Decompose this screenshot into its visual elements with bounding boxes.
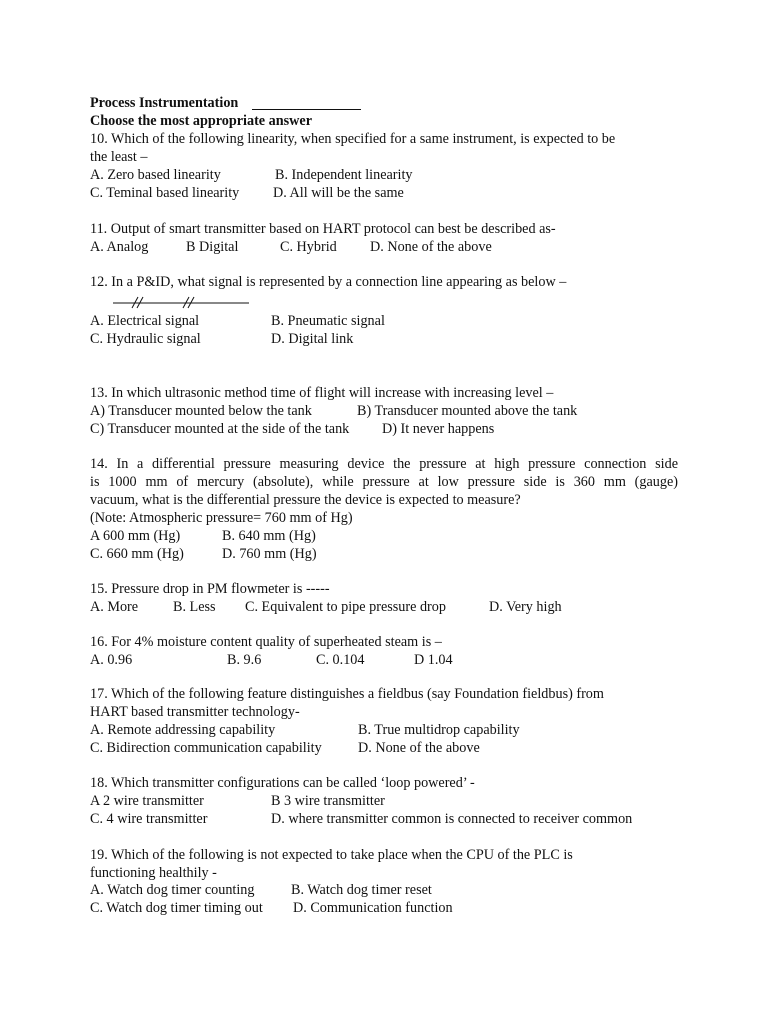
question-18-stem: 18. Which transmitter configurations can be called ‘loop powered’ - [90,775,475,791]
question-18-option-a: A 2 wire transmitter [90,793,204,809]
question-11-option-a: A. Analog [90,239,149,255]
question-11-stem: 11. Output of smart transmitter based on HART protocol can best be described as- [90,221,556,237]
question-13-option-a: A) Transducer mounted below the tank [90,403,312,419]
question-14-option-c: C. 660 mm (Hg) [90,546,184,562]
question-14-option-d: D. 760 mm (Hg) [222,546,317,562]
question-15-option-c: C. Equivalent to pipe pressure drop [245,599,446,615]
question-14-stem-line3: vacuum, what is the differential pressure the device is expected to measure? [90,492,521,508]
question-17-option-d: D. None of the above [358,740,480,756]
question-19-option-c: C. Watch dog timer timing out [90,900,263,916]
question-17-stem-line2: HART based transmitter technology- [90,704,300,720]
question-10-option-a: A. Zero based linearity [90,167,221,183]
question-15-option-b: B. Less [173,599,216,615]
question-14-note: (Note: Atmospheric pressure= 760 mm of Hg) [90,510,353,526]
question-17-option-a: A. Remote addressing capability [90,722,276,738]
electrical-signal-line-icon [110,294,252,310]
question-14-stem-line2-text: is 1000 mm of mercury (absolute), while pressure at low pressure side is 360 mm (gauge) [90,474,678,490]
question-13-option-b: B) Transducer mounted above the tank [357,403,578,419]
question-17-option-c: C. Bidirection communication capability [90,740,322,756]
question-16-option-d: D 1.04 [414,652,453,668]
question-15-option-d: D. Very high [489,599,562,615]
document-subtitle: Choose the most appropriate answer [90,113,312,129]
question-14-stem-line1-text: 14. In a differential pressure measuring device the pressure at high pressure connection side [90,456,678,472]
question-11-option-b: B Digital [186,239,239,255]
question-15-stem: 15. Pressure drop in PM flowmeter is ----- [90,581,330,597]
question-18-option-b: B 3 wire transmitter [271,793,385,809]
question-16-option-a: A. 0.96 [90,652,133,668]
question-13-option-c: C) Transducer mounted at the side of the tank [90,421,350,437]
question-19-stem-line1: 19. Which of the following is not expected to take place when the CPU of the PLC is [90,847,573,863]
question-11-option-d: D. None of the above [370,239,492,255]
question-17-option-b: B. True multidrop capability [358,722,520,738]
question-16-option-b: B. 9.6 [227,652,262,668]
question-14-stem-line1 [90,456,678,473]
question-12-option-a: A. Electrical signal [90,313,200,329]
question-12-option-d: D. Digital link [271,331,354,347]
question-10-option-b: B. Independent linearity [275,167,413,183]
question-19-stem-line2: functioning healthily - [90,865,217,881]
question-12-option-b: B. Pneumatic signal [271,313,385,329]
question-14-option-b: B. 640 mm (Hg) [222,528,316,544]
question-13-option-d: D) It never happens [382,421,495,437]
question-18-option-d: D. where transmitter common is connected to receiver common [271,811,633,827]
question-10-option-d: D. All will be the same [273,185,404,201]
question-12-option-c: C. Hydraulic signal [90,331,201,347]
question-19-option-a: A. Watch dog timer counting [90,882,255,898]
question-10-stem-line2: the least – [90,149,148,165]
question-16-option-c: C. 0.104 [316,652,365,668]
question-19-option-b: B. Watch dog timer reset [291,882,432,898]
question-11-option-c: C. Hybrid [280,239,337,255]
title-underline [252,109,361,110]
question-17-stem-line1: 17. Which of the following feature distinguishes a fieldbus (say Foundation fieldbus) from [90,686,604,702]
question-15-option-a: A. More [90,599,139,615]
question-12-stem: 12. In a P&ID, what signal is represented by a connection line appearing as below – [90,274,567,290]
question-10-option-c: C. Teminal based linearity [90,185,240,201]
question-14-option-a: A 600 mm (Hg) [90,528,181,544]
question-14-stem-line2 [90,474,678,491]
question-19-option-d: D. Communication function [293,900,453,916]
document-title: Process Instrumentation [90,95,239,111]
question-16-stem: 16. For 4% moisture content quality of superheated steam is – [90,634,442,650]
question-18-option-c: C. 4 wire transmitter [90,811,208,827]
question-10-stem-line1: 10. Which of the following linearity, when specified for a same instrument, is expected to be [90,131,616,147]
question-13-stem: 13. In which ultrasonic method time of flight will increase with increasing level – [90,385,554,401]
